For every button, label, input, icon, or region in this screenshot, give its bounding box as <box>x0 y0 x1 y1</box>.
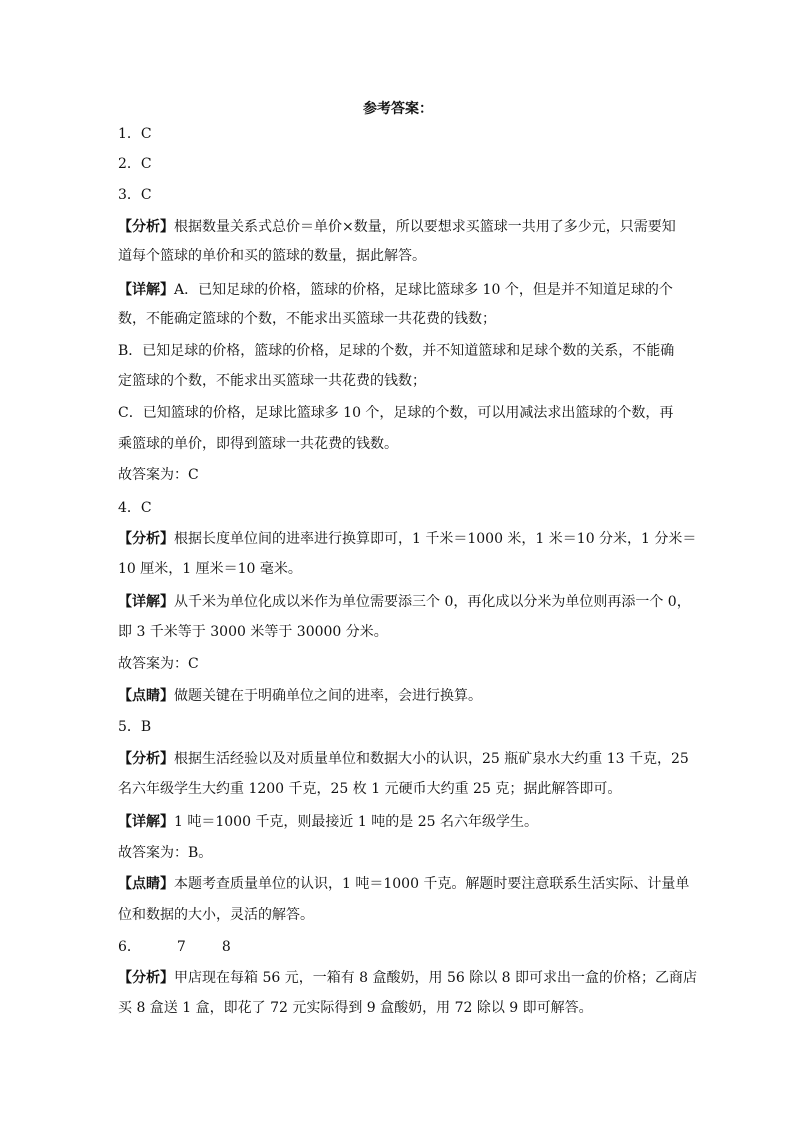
text-line: 定篮球的个数，不能求出买篮球一共花费的钱数； <box>118 373 426 389</box>
section-tag: 【分析】 <box>118 531 174 547</box>
answer-conclusion: 故答案为：C <box>118 467 199 483</box>
text-line: 名六年级学生大约重 1200 千克，25 枚 1 元硬币大约重 25 克；据此解答即可。 <box>118 781 622 797</box>
analysis-line: 【分析】根据长度单位间的进率进行换算即可，1 千米＝1000 米，1 米＝10 分米，1 分米＝ <box>118 531 697 547</box>
answer-line: 1．C <box>118 126 152 142</box>
blank-answer-2: 8 <box>221 939 231 955</box>
text-line: 买 8 盒送 1 盒，即花了 72 元实际得到 9 盒酸奶，用 72 除以 9 即可解答。 <box>118 1000 593 1016</box>
detail-line: 【详解】从千米为单位化成以米作为单位需要添三个 0，再化成以分米为单位则再添一个 0， <box>118 594 691 610</box>
section-tag: 【详解】 <box>118 282 174 298</box>
text-line: 10 厘米，1 厘米＝10 毫米。 <box>118 561 302 577</box>
remark-line: 【点睛】本题考查质量单位的认识，1 吨＝1000 千克。解题时要注意联系生活实际、计量单 <box>118 876 690 892</box>
section-tag: 【点睛】 <box>118 688 174 704</box>
analysis-line: 【分析】根据生活经验以及对质量单位和数据大小的认识，25 瓶矿泉水大约重 13 千克，25 <box>118 751 689 767</box>
section-tag: 【分析】 <box>118 970 174 986</box>
remark-line: 【点睛】做题关键在于明确单位之间的进率，会进行换算。 <box>118 688 482 704</box>
answer-line: 4．C <box>118 500 152 516</box>
answer-conclusion: 故答案为：C <box>118 656 199 672</box>
section-tag: 【点睛】 <box>118 876 174 892</box>
section-tag: 【详解】 <box>118 814 174 830</box>
text-line: 数，不能确定篮球的个数，不能求出买篮球一共花费的钱数； <box>118 311 496 327</box>
text-line: 即 3 千米等于 3000 米等于 30000 分米。 <box>118 624 388 640</box>
section-tag: 【分析】 <box>118 219 174 235</box>
answer-conclusion: 故答案为：B。 <box>118 845 213 861</box>
text-line: 乘篮球的单价，即得到篮球一共花费的钱数。 <box>118 436 398 452</box>
text-line: B．已知足球的价格，篮球的价格，足球的个数，并不知道篮球和足球个数的关系，不能确 <box>118 343 675 359</box>
text-line: 道每个篮球的单价和买的篮球的数量，据此解答。 <box>118 248 426 264</box>
analysis-line: 【分析】甲店现在每箱 56 元，一箱有 8 盒酸奶，用 56 除以 8 即可求出一盒的价格；乙商店 <box>118 970 698 986</box>
detail-line: 【详解】A．已知足球的价格，篮球的价格，足球比篮球多 10 个，但是并不知道足球的个 <box>118 282 673 298</box>
answer-line: 6． 7 8 <box>118 939 231 955</box>
page-title: 参考答案： <box>363 101 433 117</box>
blank-answer-1: 7 <box>176 939 186 955</box>
answer-line: 3．C <box>118 187 152 203</box>
section-tag: 【分析】 <box>118 751 174 767</box>
text-line: C．已知篮球的价格，足球比篮球多 10 个，足球的个数，可以用减法求出篮球的个数，再 <box>118 405 674 421</box>
section-tag: 【详解】 <box>118 594 174 610</box>
answer-line: 5．B <box>118 719 152 735</box>
text-line: 位和数据的大小，灵活的解答。 <box>118 907 314 923</box>
analysis-line: 【分析】根据数量关系式总价＝单价×数量，所以要想求买篮球一共用了多少元，只需要知 <box>118 219 676 235</box>
detail-line: 【详解】1 吨＝1000 千克，则最接近 1 吨的是 25 名六年级学生。 <box>118 814 538 830</box>
answer-line: 2．C <box>118 156 152 172</box>
